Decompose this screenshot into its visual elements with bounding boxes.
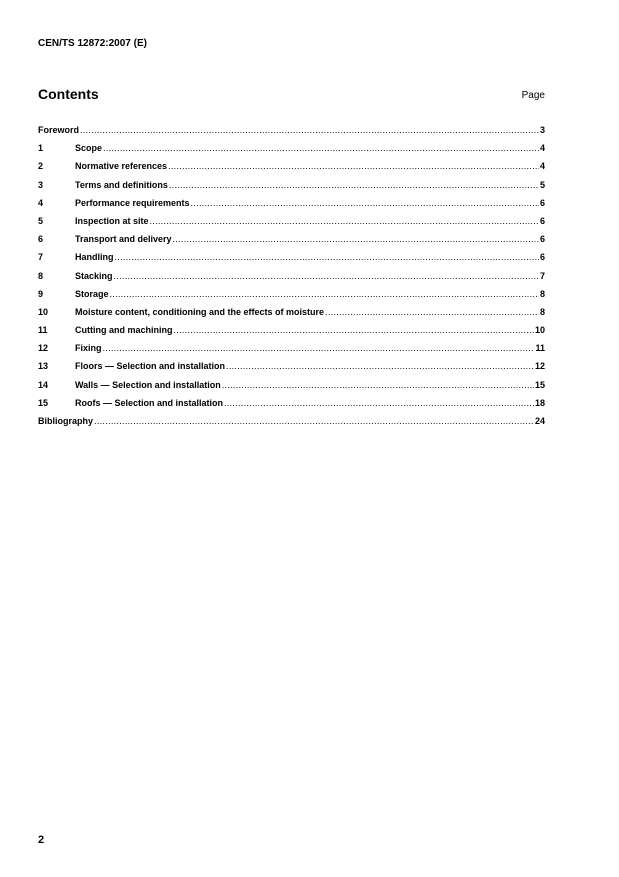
toc-entry-title: Stacking: [75, 270, 113, 281]
toc-entry-title: Floors — Selection and installation: [75, 361, 226, 372]
page-number: 2: [38, 834, 45, 846]
toc-dot-leader: [325, 306, 539, 318]
toc-entry-title: Bibliography: [38, 416, 94, 426]
toc-dot-leader: [169, 179, 539, 191]
toc-dot-leader: [226, 360, 534, 372]
contents-heading: Contents: [38, 86, 99, 102]
toc-dot-leader: [150, 215, 539, 227]
toc-entry-page: 8: [539, 288, 545, 299]
toc-entry-page: 7: [539, 270, 545, 281]
toc-entry[interactable]: [38, 342, 545, 360]
toc-entry[interactable]: [38, 124, 545, 142]
toc-entry-title: Moisture content, conditioning and the effects of moisture: [75, 306, 325, 317]
toc-entry-title: Foreword: [38, 125, 80, 135]
toc-entry[interactable]: [38, 197, 545, 215]
toc-entry-title: Normative references: [75, 161, 168, 172]
toc-entry-page: 8: [539, 306, 545, 317]
toc-dot-leader: [224, 397, 534, 409]
toc-dot-leader: [114, 270, 539, 282]
toc-entry[interactable]: [38, 142, 545, 160]
toc-entry-page: 12: [534, 361, 545, 372]
toc-entry-page: 5: [539, 179, 545, 190]
toc-entry-title: Performance requirements: [75, 197, 190, 208]
toc-entry[interactable]: [38, 270, 545, 288]
toc-entry-number: 2: [38, 161, 44, 172]
toc-entry[interactable]: [38, 179, 545, 197]
toc-entry[interactable]: [38, 397, 545, 415]
toc-entry-page: 18: [534, 397, 545, 408]
toc-dot-leader: [168, 160, 539, 172]
toc-entry[interactable]: [38, 360, 545, 378]
toc-dot-leader: [110, 288, 539, 300]
toc-dot-leader: [103, 342, 535, 354]
toc-entry-title: Inspection at site: [75, 215, 149, 226]
toc-entry-number: 8: [38, 270, 44, 281]
toc-dot-leader: [115, 251, 539, 263]
toc-entry-title: Transport and delivery: [75, 234, 172, 245]
toc-entry[interactable]: [38, 379, 545, 397]
page-column-label: Page: [521, 90, 545, 101]
toc-dot-leader: [94, 415, 534, 427]
toc-dot-leader: [191, 197, 539, 209]
toc-entry-page: 10: [534, 325, 545, 336]
toc-entry-page: 24: [534, 416, 545, 426]
toc-entry-number: 5: [38, 215, 44, 226]
toc-entry[interactable]: [38, 415, 545, 433]
toc-entry-number: 4: [38, 197, 44, 208]
toc-entry-number: 12: [38, 343, 49, 354]
toc-entry[interactable]: [38, 160, 545, 178]
toc-entry-title: Fixing: [75, 343, 102, 354]
toc-entry-page: 4: [539, 143, 545, 154]
toc-entry-number: 14: [38, 379, 49, 390]
document-identifier: CEN/TS 12872:2007 (E): [38, 38, 147, 49]
toc-entry-page: 6: [539, 215, 545, 226]
toc-entry-number: 10: [38, 306, 49, 317]
toc-entry[interactable]: [38, 215, 545, 233]
toc-entry-number: 1: [38, 143, 44, 154]
toc-entry-title: Handling: [75, 252, 114, 263]
toc-entry-number: 7: [38, 252, 44, 263]
toc-entry-number: 6: [38, 234, 44, 245]
toc-entry[interactable]: [38, 306, 545, 324]
toc-entry-page: 15: [534, 379, 545, 390]
toc-entry-page: 11: [535, 343, 545, 354]
toc-entry-number: 3: [38, 179, 44, 190]
toc-dot-leader: [222, 379, 534, 391]
toc-entry-title: Scope: [75, 143, 103, 154]
toc-dot-leader: [103, 142, 539, 154]
toc-entry-title: Walls — Selection and installation: [75, 379, 221, 390]
toc-dot-leader: [173, 233, 539, 245]
toc-entry-number: 13: [38, 361, 49, 372]
toc-entry[interactable]: [38, 324, 545, 342]
toc-entry-number: 11: [38, 325, 48, 336]
toc-dot-leader: [80, 124, 539, 136]
toc-entry-title: Cutting and machining: [75, 325, 173, 336]
toc-entry-page: 3: [539, 125, 545, 135]
table-of-contents: [38, 124, 545, 433]
toc-entry-title: Roofs — Selection and installation: [75, 397, 224, 408]
toc-entry-page: 4: [539, 161, 545, 172]
toc-entry[interactable]: [38, 233, 545, 251]
toc-entry-title: Storage: [75, 288, 109, 299]
toc-entry-page: 6: [539, 234, 545, 245]
toc-entry-title: Terms and definitions: [75, 179, 168, 190]
toc-entry[interactable]: [38, 288, 545, 306]
toc-entry-page: 6: [539, 252, 545, 263]
toc-entry[interactable]: [38, 251, 545, 269]
toc-entry-page: 6: [539, 197, 545, 208]
toc-entry-number: 9: [38, 288, 44, 299]
toc-dot-leader: [174, 324, 534, 336]
toc-entry-number: 15: [38, 397, 49, 408]
